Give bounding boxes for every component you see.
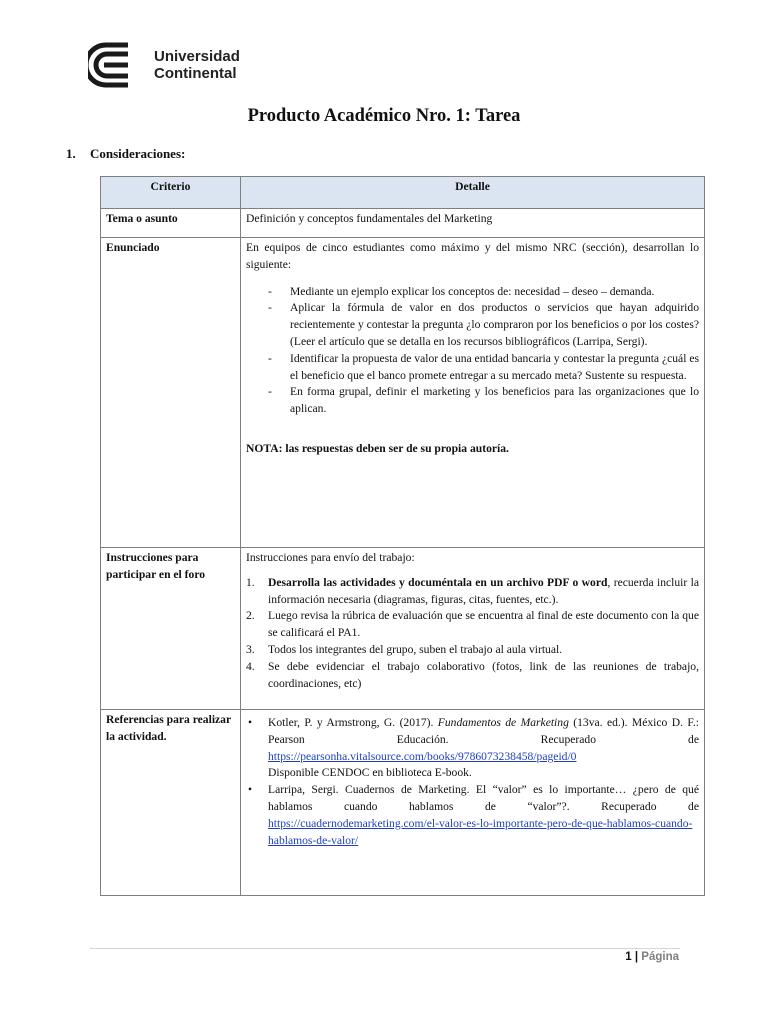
footer-divider xyxy=(90,948,680,949)
header-detalle: Detalle xyxy=(241,177,705,209)
section-label: Consideraciones: xyxy=(90,146,186,161)
detalle-referencias xyxy=(241,710,705,896)
section-number: 1. xyxy=(66,146,76,161)
list-item: - Aplicar la fórmula de valor en dos productos o servicios que hayan adquirido recientemente y contestar la pregunta ¿lo compraron por los beneficios o por los costes? (Leer el artículo que se detalla en los recursos bibliográficos (Larripa, Sergi). xyxy=(268,300,699,350)
instrucciones-intro: Instrucciones para envío del trabajo: xyxy=(246,551,415,564)
university-logo xyxy=(88,42,240,88)
section-heading xyxy=(66,146,185,162)
footer-separator: | xyxy=(634,951,639,963)
detalle-tema: Definición y conceptos fundamentales del Marketing xyxy=(241,209,705,238)
instrucciones-list xyxy=(246,575,699,693)
header-criterio: Criterio xyxy=(101,177,241,209)
detalle-instrucciones xyxy=(241,548,705,710)
university-logo-icon xyxy=(88,42,146,88)
list-item: 3. Todos los integrantes del grupo, suben el trabajo al aula virtual. xyxy=(246,642,563,656)
reference-link-1[interactable]: https://pearsonha.vitalsource.com/books/9786073238458/pageid/0 xyxy=(268,749,577,763)
list-item: - En forma grupal, definir el marketing y los beneficios para las organizaciones que lo aplican. xyxy=(268,384,699,418)
list-item: - Identificar la propuesta de valor de una entidad bancaria y contestar la pregunta ¿cuál es el beneficio que el banco promete entregar a su mercado meta? Sustente su respuesta. xyxy=(268,351,699,385)
document-title: Producto Académico Nro. 1: Tarea xyxy=(247,106,521,126)
book-title: Fundamentos de Marketing xyxy=(437,716,569,729)
table-row-tema xyxy=(101,209,705,238)
list-item: 2. Luego revisa la rúbrica de evaluación que se encuentra al final de este documento con la que se calificará el PA1. xyxy=(246,609,699,640)
detalle-enunciado xyxy=(241,238,705,548)
table-row-instrucciones xyxy=(101,548,705,710)
page-number: 1 xyxy=(625,951,632,963)
enunciado-nota: NOTA: las respuestas deben ser de su propia autoría. xyxy=(246,441,509,455)
logo-line-1: Universidad xyxy=(154,48,240,65)
reference-note: Disponible CENDOC en biblioteca E-book. xyxy=(268,766,472,780)
page-footer xyxy=(625,951,679,963)
list-item: • Kotler, P. y Armstrong, G. (2017). Fundamentos de Marketing (13va. ed.). México D. F.: Pearson Educación. Recuperado de https://pearsonha.vitalsource.com/books/9786073238458/pageid/0 Disponible CENDOC en biblioteca E-book. xyxy=(246,715,699,782)
list-item: 1. Desarrolla las actividades y documéntala en un archivo PDF o word, recuerda incluir la información necesaria (diagramas, figuras, citas, fuentes, etc.). xyxy=(246,575,699,606)
instruction-1-bold: Desarrolla las actividades y documéntala en un archivo PDF o word xyxy=(268,575,608,589)
list-item: • Larripa, Sergi. Cuadernos de Marketing. El “valor” es lo importante… ¿pero de qué hablamos cuando hablamos de “valor”?. Recuperado de https://cuadernodemarketing.com/el-valor-es-lo-importante-pero-de-que-hablamos-cuando-hablamos-de-valor/ xyxy=(246,782,699,849)
table-row-referencias xyxy=(101,710,705,896)
list-item: 4. Se debe evidenciar el trabajo colaborativo (fotos, link de las reuniones de trabajo, coordinaciones, etc) xyxy=(246,659,699,690)
enunciado-intro: En equipos de cinco estudiantes como máximo y del mismo NRC (sección), desarrollan lo siguiente: xyxy=(246,241,699,271)
criterio-referencias: Referencias para realizar la actividad. xyxy=(101,710,241,896)
enunciado-list xyxy=(246,284,699,418)
list-item: - Mediante un ejemplo explicar los conceptos de: necesidad – deseo – demanda. xyxy=(268,284,699,301)
criterio-instrucciones: Instrucciones para participar en el foro xyxy=(101,548,241,710)
referencias-list xyxy=(246,715,699,849)
logo-text xyxy=(154,48,240,82)
instruction-1-rest: , recuerda incluir la información necesaria (diagramas, figuras, citas, fuentes, etc.). xyxy=(268,575,699,606)
table-row-enunciado xyxy=(101,238,705,548)
page-word: Página xyxy=(641,951,679,963)
considerations-table xyxy=(100,176,705,896)
criterio-enunciado: Enunciado xyxy=(101,238,241,548)
logo-line-2: Continental xyxy=(154,65,237,82)
criterio-tema: Tema o asunto xyxy=(101,209,241,238)
reference-link-2[interactable]: https://cuadernodemarketing.com/el-valor-es-lo-importante-pero-de-que-hablamos-cuando-hablamos-de-valor/ xyxy=(268,816,693,847)
table-header-row xyxy=(101,177,705,209)
